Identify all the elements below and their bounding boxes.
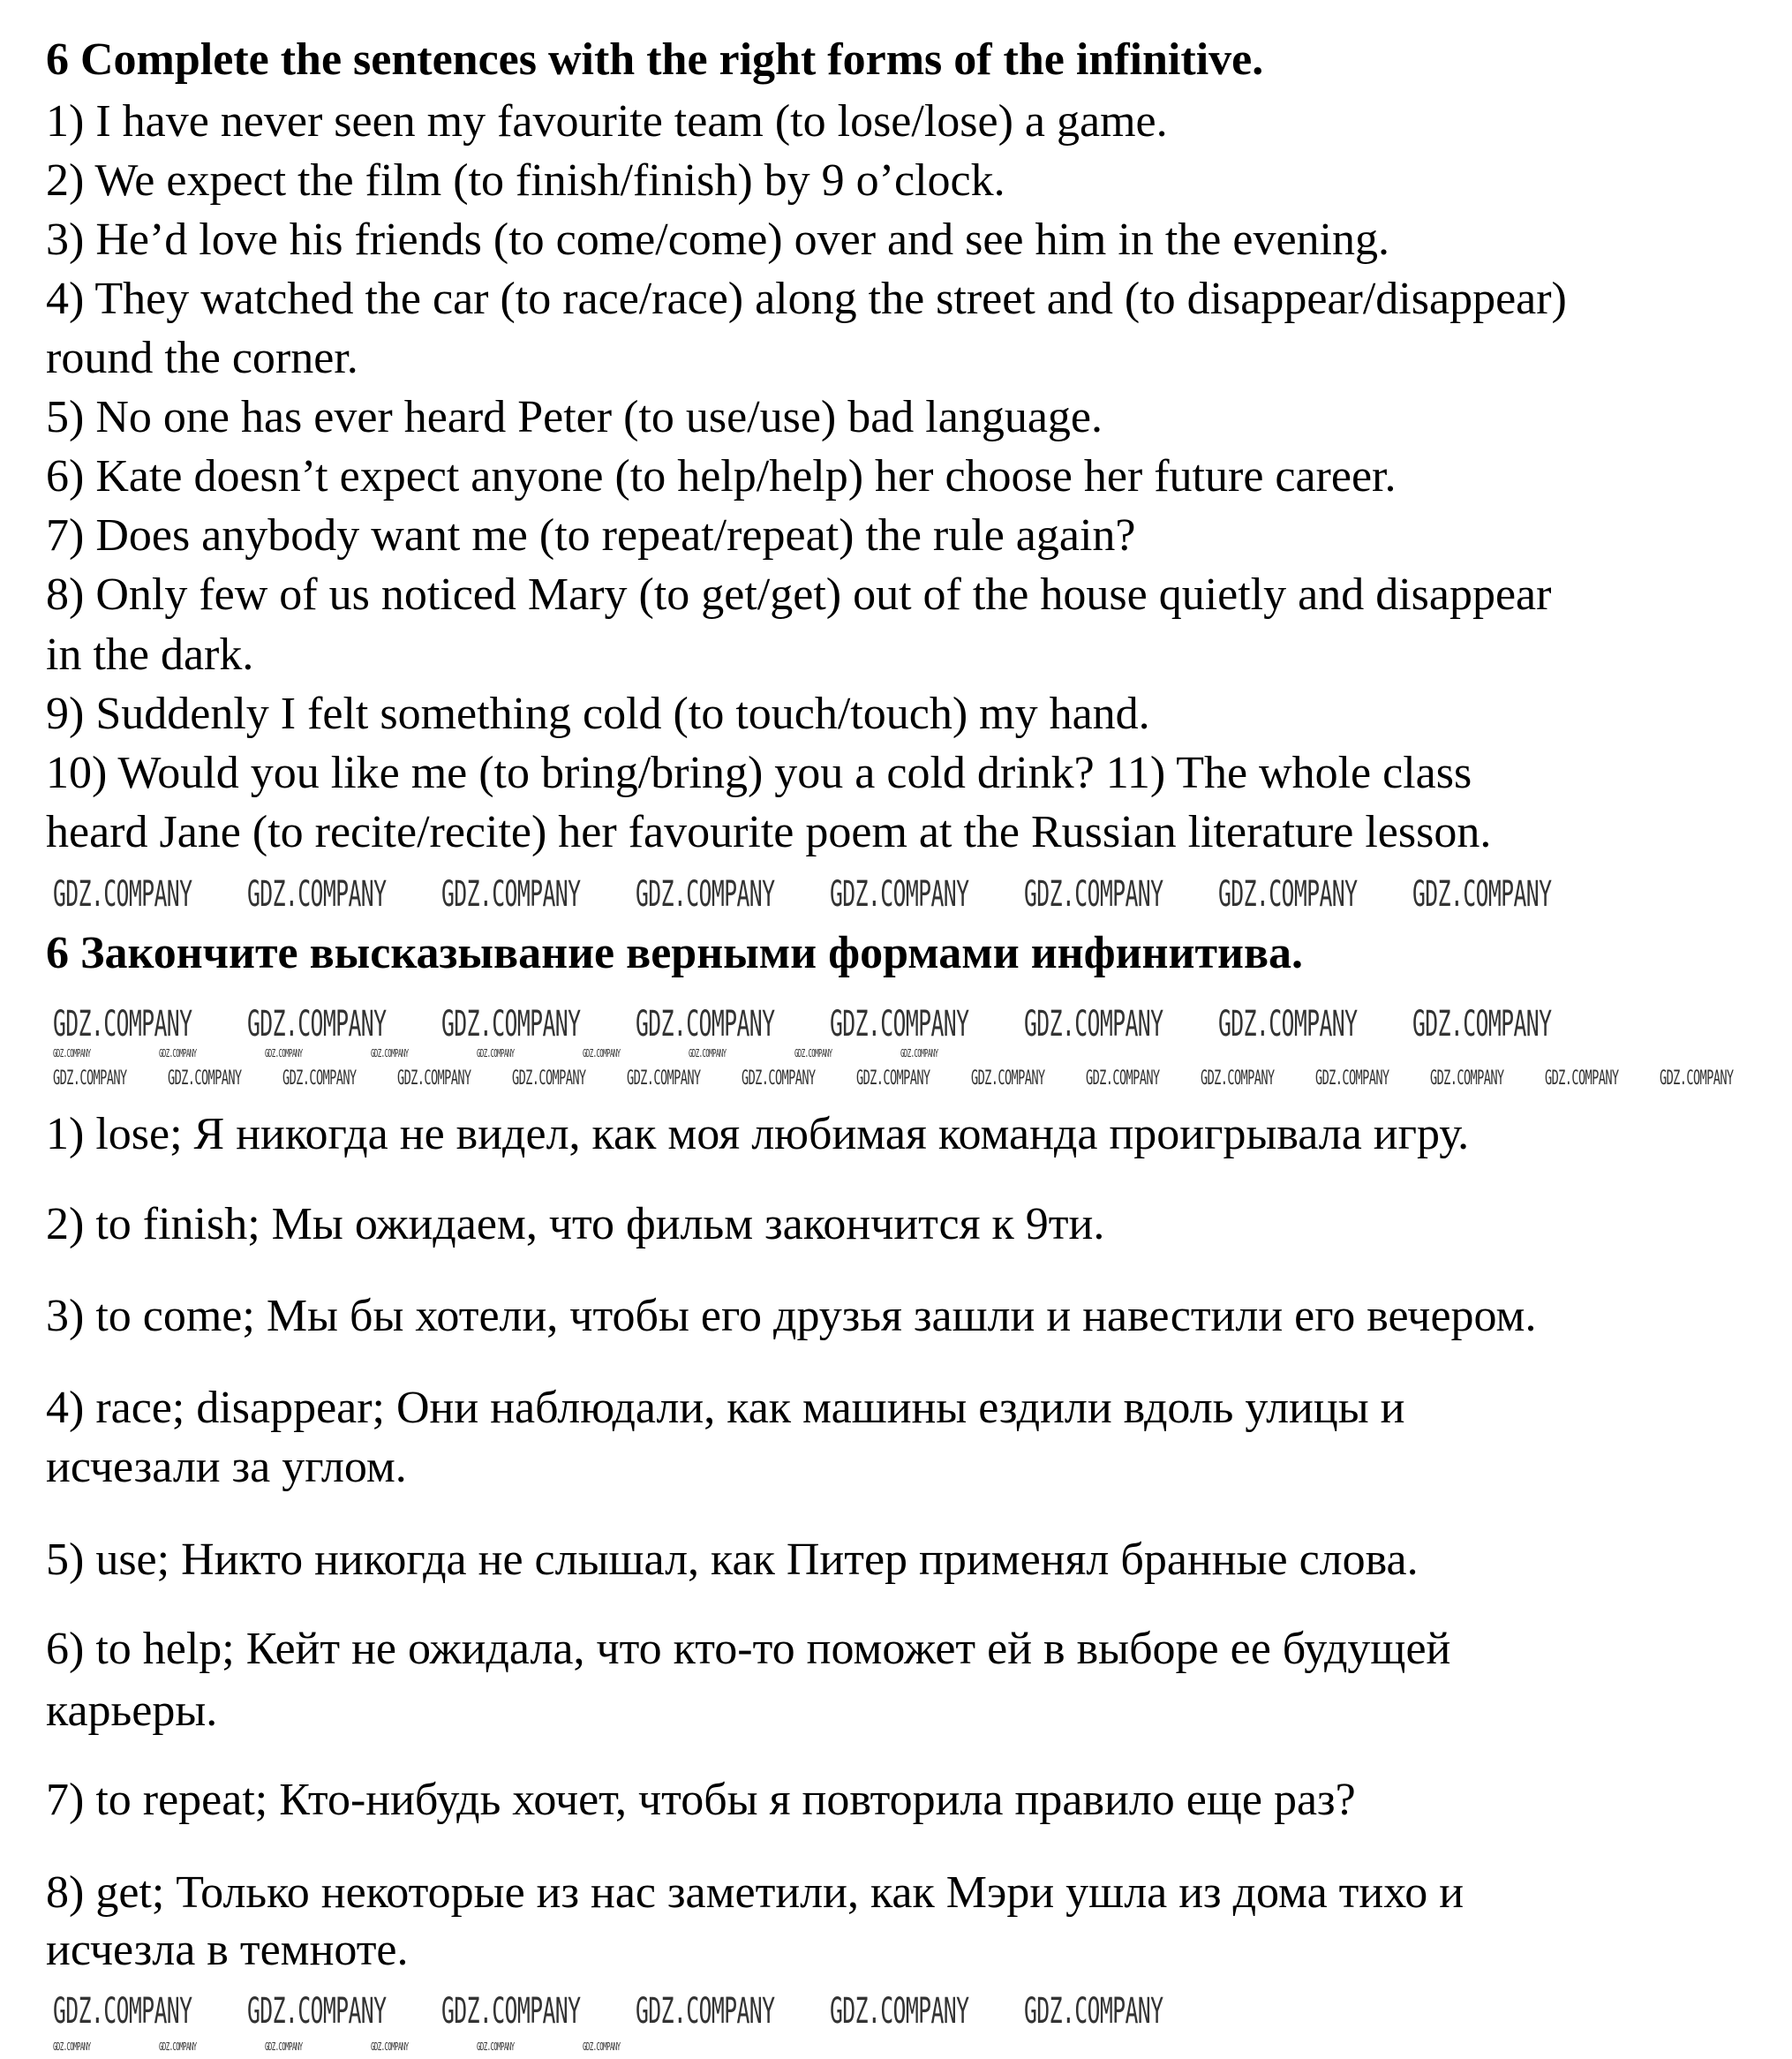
watermark: GDZ.COMPANY: [1545, 1067, 1619, 1090]
watermark: GDZ.COMPANY: [856, 1067, 930, 1090]
watermark: GDZ.COMPANY: [53, 1067, 127, 1090]
watermark: GDZ.COMPANY: [1201, 1067, 1275, 1090]
watermark: GDZ.COMPANY: [441, 1004, 581, 1045]
watermark: GDZ.COMPANY: [168, 1067, 242, 1090]
exercise-line-english: 2) We expect the film (to finish/finish) by 9 o’clock.: [46, 155, 1005, 206]
watermark: GDZ.COMPANY: [1315, 1067, 1389, 1090]
watermark: GDZ.COMPANY: [636, 1004, 775, 1045]
exercise-line-english: 6) Kate doesn’t expect anyone (to help/help) her choose her future career.: [46, 451, 1397, 502]
watermark: GDZ.COMPANY: [1086, 1067, 1160, 1090]
exercise-line-english: round the corner.: [46, 333, 358, 383]
watermark: GDZ.COMPANY: [282, 1067, 357, 1090]
watermark: GDZ.COMPANY: [1430, 1067, 1504, 1090]
watermark: GDZ.COMPANY: [477, 2040, 515, 2053]
exercise-line-english: 1) I have never seen my favourite team (to lose/lose) a game.: [46, 96, 1168, 147]
watermark: GDZ.COMPANY: [830, 874, 969, 915]
watermark: GDZ.COMPANY: [371, 1047, 409, 1060]
watermark: GDZ.COMPANY: [1218, 1004, 1358, 1045]
watermark: GDZ.COMPANY: [830, 1991, 969, 2032]
exercise-line-english: 10) Would you like me (to bring/bring) you a cold drink? 11) The whole class: [46, 748, 1472, 798]
watermark: GDZ.COMPANY: [265, 2040, 303, 2053]
exercise-line-english: 5) No one has ever heard Peter (to use/use) bad language.: [46, 392, 1103, 442]
answer-line-russian: 5) use; Никто никогда не слышал, как Питер применял бранные слова.: [46, 1535, 1419, 1585]
answer-line-russian: 6) to help; Кейт не ожидала, что кто-то поможет ей в выборе ее будущей: [46, 1624, 1451, 1674]
watermark: GDZ.COMPANY: [477, 1047, 515, 1060]
watermark: GDZ.COMPANY: [53, 1991, 192, 2032]
watermark: GDZ.COMPANY: [247, 1004, 387, 1045]
watermark: GDZ.COMPANY: [53, 1047, 91, 1060]
watermark: GDZ.COMPANY: [627, 1067, 701, 1090]
watermark: GDZ.COMPANY: [1660, 1067, 1734, 1090]
watermark: GDZ.COMPANY: [1024, 1991, 1163, 2032]
answer-line-russian: 7) to repeat; Кто-нибудь хочет, чтобы я повторила правило еще раз?: [46, 1775, 1356, 1825]
watermark: GDZ.COMPANY: [159, 1047, 197, 1060]
watermark: GDZ.COMPANY: [583, 2040, 621, 2053]
watermark: GDZ.COMPANY: [247, 1991, 387, 2032]
watermark: GDZ.COMPANY: [900, 1047, 938, 1060]
exercise-line-english: 4) They watched the car (to race/race) along the street and (to disappear/disappear): [46, 274, 1567, 324]
exercise-heading-russian: 6 Закончите высказывание верными формами инфинитива.: [46, 928, 1304, 978]
exercise-line-english: heard Jane (to recite/recite) her favourite poem at the Russian literature lesson.: [46, 807, 1492, 857]
watermark: GDZ.COMPANY: [512, 1067, 586, 1090]
answer-line-russian: карьеры.: [46, 1686, 218, 1736]
exercise-line-english: in the dark.: [46, 630, 254, 680]
answer-line-russian: исчезали за углом.: [46, 1442, 407, 1492]
watermark: GDZ.COMPANY: [265, 1047, 303, 1060]
answer-line-russian: 1) lose; Я никогда не видел, как моя любимая команда проигрывала игру.: [46, 1109, 1470, 1159]
watermark: GDZ.COMPANY: [371, 2040, 409, 2053]
watermark: GDZ.COMPANY: [159, 2040, 197, 2053]
watermark: GDZ.COMPANY: [583, 1047, 621, 1060]
watermark: GDZ.COMPANY: [1412, 1004, 1552, 1045]
answer-line-russian: 8) get; Только некоторые из нас заметили, как Мэри ушла из дома тихо и: [46, 1867, 1464, 1918]
watermark: GDZ.COMPANY: [636, 1991, 775, 2032]
watermark: GDZ.COMPANY: [441, 874, 581, 915]
watermark: GDZ.COMPANY: [689, 1047, 727, 1060]
watermark: GDZ.COMPANY: [53, 1004, 192, 1045]
watermark: GDZ.COMPANY: [441, 1991, 581, 2032]
watermark: GDZ.COMPANY: [1218, 874, 1358, 915]
exercise-line-english: 9) Suddenly I felt something cold (to touch/touch) my hand.: [46, 689, 1150, 739]
watermark: GDZ.COMPANY: [1024, 874, 1163, 915]
exercise-heading-english: 6 Complete the sentences with the right forms of the infinitive.: [46, 34, 1264, 85]
watermark: GDZ.COMPANY: [636, 874, 775, 915]
watermark: GDZ.COMPANY: [53, 2040, 91, 2053]
watermark: GDZ.COMPANY: [830, 1004, 969, 1045]
exercise-line-english: 7) Does anybody want me (to repeat/repeat) the rule again?: [46, 510, 1136, 561]
watermark: GDZ.COMPANY: [742, 1067, 816, 1090]
watermark: GDZ.COMPANY: [1024, 1004, 1163, 1045]
watermark: GDZ.COMPANY: [971, 1067, 1045, 1090]
exercise-line-english: 3) He’d love his friends (to come/come) over and see him in the evening.: [46, 215, 1389, 265]
answer-line-russian: 2) to finish; Мы ожидаем, что фильм закончится к 9ти.: [46, 1199, 1105, 1249]
watermark: GDZ.COMPANY: [397, 1067, 471, 1090]
answer-line-russian: исчезла в темноте.: [46, 1925, 409, 1975]
watermark: GDZ.COMPANY: [53, 874, 192, 915]
exercise-line-english: 8) Only few of us noticed Mary (to get/get) out of the house quietly and disappear: [46, 569, 1552, 620]
answer-line-russian: 4) race; disappear; Они наблюдали, как машины ездили вдоль улицы и: [46, 1383, 1405, 1433]
watermark: GDZ.COMPANY: [247, 874, 387, 915]
watermark: GDZ.COMPANY: [794, 1047, 832, 1060]
answer-line-russian: 3) to come; Мы бы хотели, чтобы его друзья зашли и навестили его вечером.: [46, 1291, 1537, 1341]
watermark: GDZ.COMPANY: [1412, 874, 1552, 915]
